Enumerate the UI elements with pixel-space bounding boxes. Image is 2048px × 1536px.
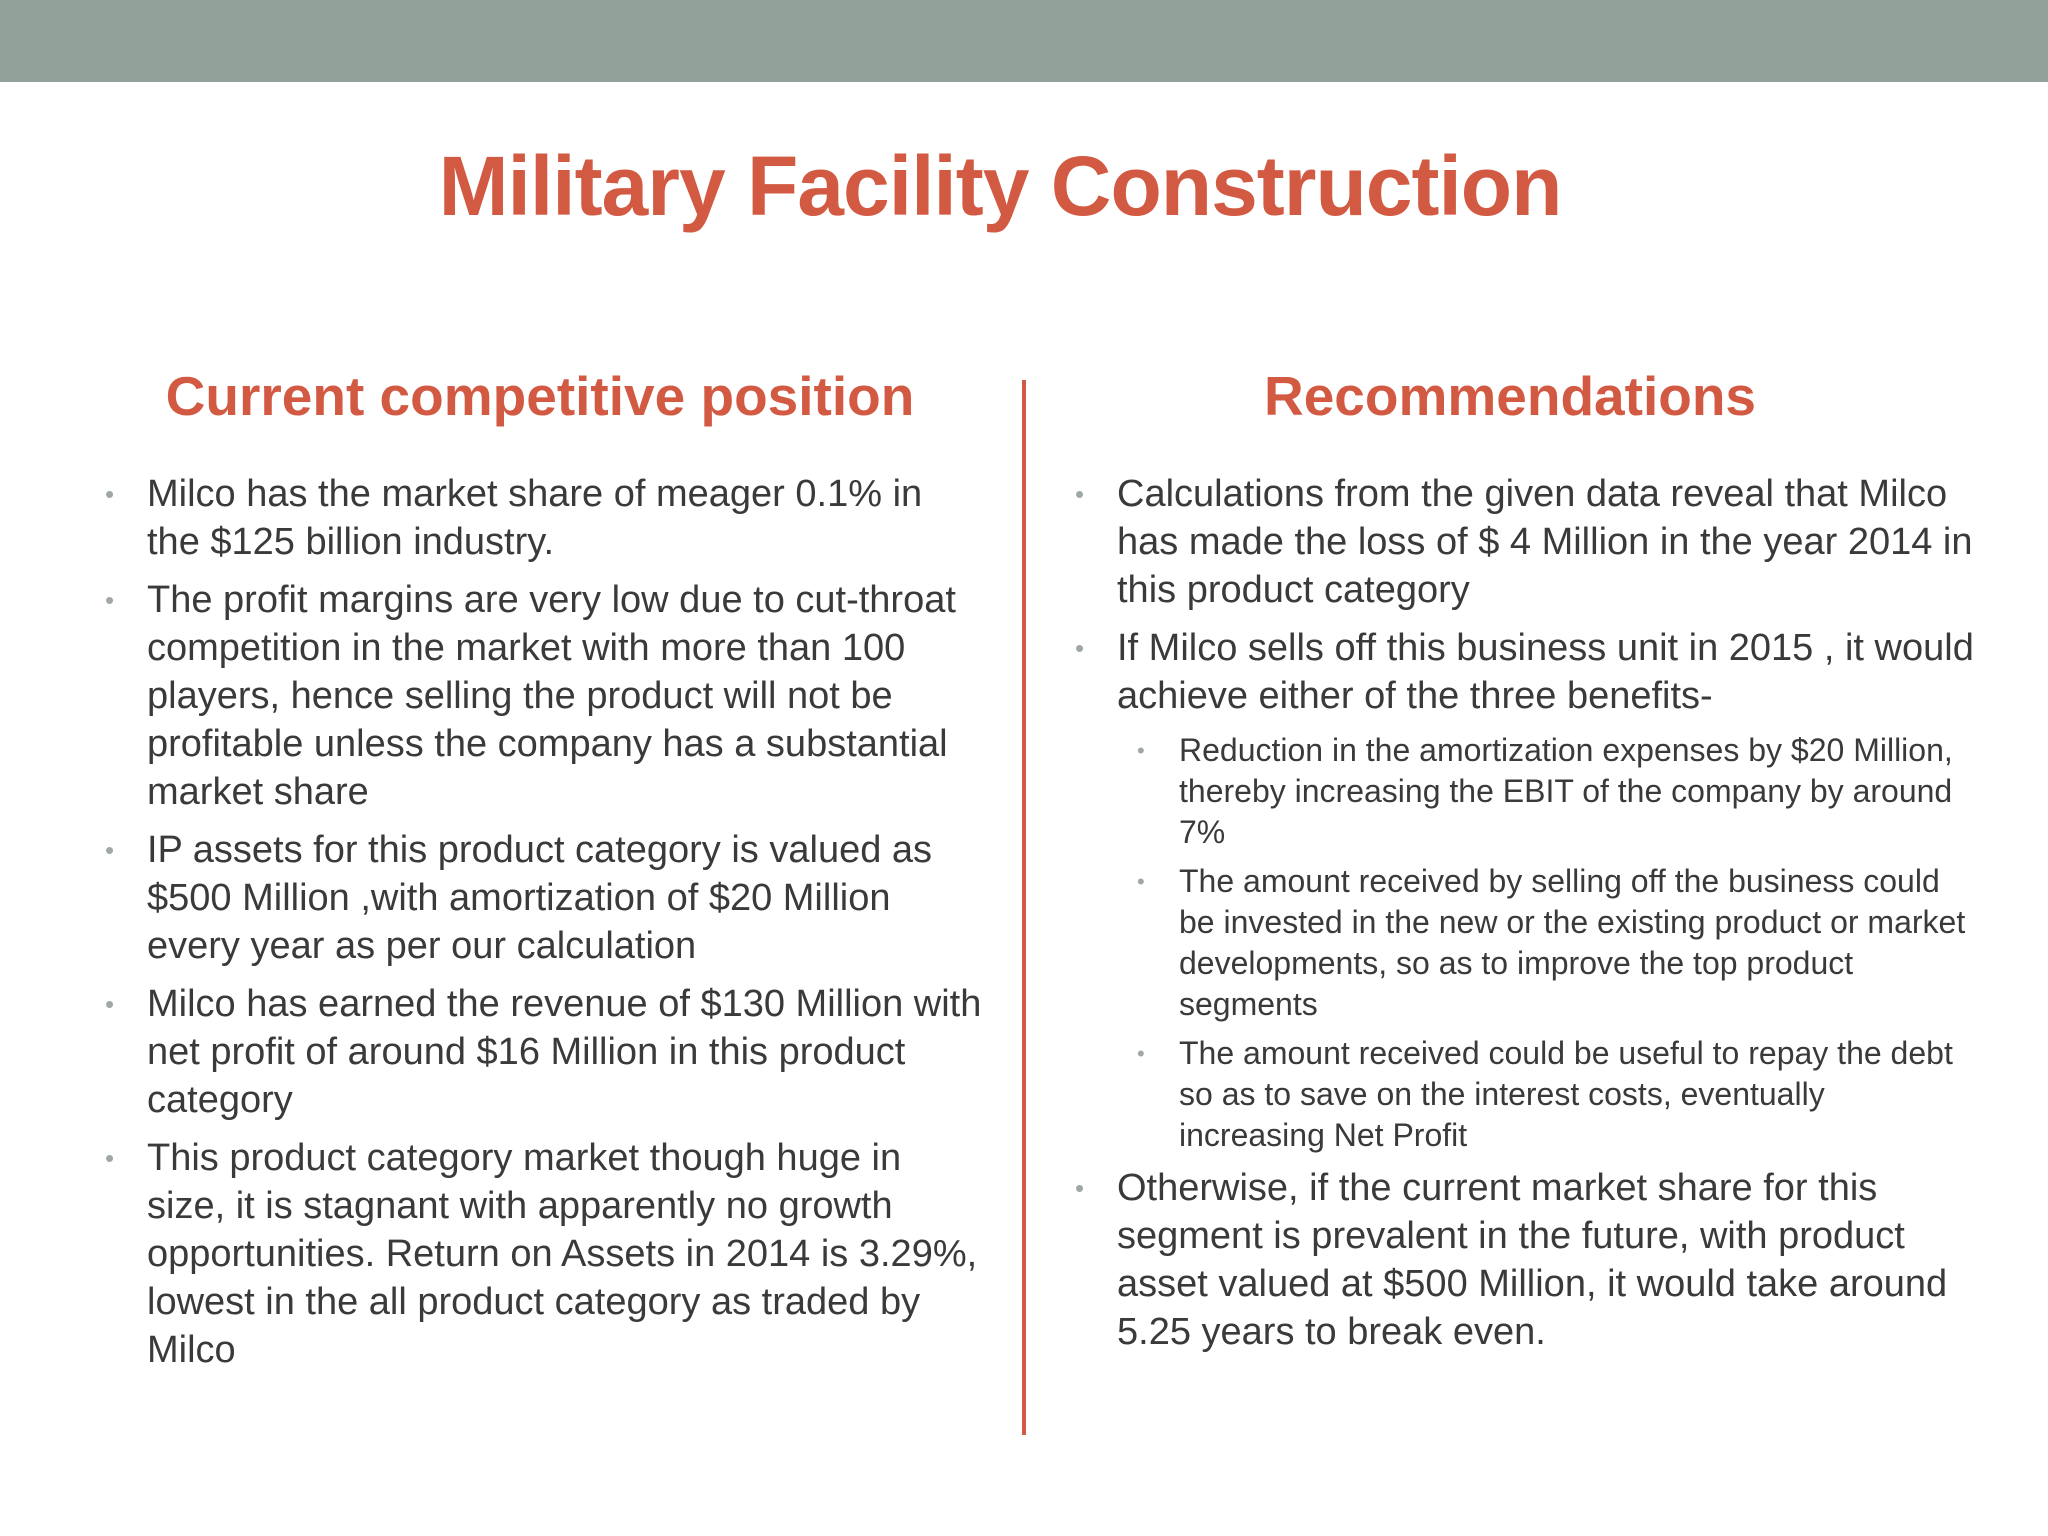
slide-title: Military Facility Construction: [438, 139, 1562, 233]
list-item: • Calculations from the given data reveal that Milco has made the loss of $ 4 Million in the year 2014 in this product category: [1075, 470, 1975, 614]
header-band: [0, 0, 2048, 82]
sub-list-item: • Reduction in the amortization expenses by $20 Million, thereby increasing the EBIT of the company by around 7%: [1075, 730, 1975, 853]
list-item: • Otherwise, if the current market share for this segment is prevalent in the future, with product asset valued at $500 Million, it would take around 5.25 years to break even.: [1075, 1164, 1975, 1356]
list-item: • If Milco sells off this business unit in 2015 , it would achieve either of the three benefits-: [1075, 624, 1975, 720]
sub-list-item: • The amount received by selling off the business could be invested in the new or the existing product or market developments, so as to improve the top product segments: [1075, 861, 1975, 1025]
right-bullet-list-continued: [1075, 1164, 1975, 1356]
benefits-sub-list: [1075, 730, 1975, 1156]
list-item: • This product category market though huge in size, it is stagnant with apparently no growth opportunities. Return on Assets in 2014 is 3.29%, lowest in the all product category as traded by Milco: [105, 1134, 985, 1374]
left-bullet-list: [105, 470, 985, 1374]
list-item: • Milco has earned the revenue of $130 Million with net profit of around $16 Million in this product category: [105, 980, 985, 1124]
right-column-heading: Recommendations: [1263, 365, 1757, 427]
right-bullet-list: [1075, 470, 1975, 720]
list-item: • IP assets for this product category is valued as $500 Million ,with amortization of $20 Million every year as per our calculation: [105, 826, 985, 970]
right-column: [1075, 470, 1975, 1366]
left-column: [105, 470, 985, 1384]
left-column-heading: Current competitive position: [165, 365, 915, 427]
sub-list-item: • The amount received could be useful to repay the debt so as to save on the interest costs, eventually increasing Net Profit: [1075, 1033, 1975, 1156]
column-divider: [1022, 380, 1026, 1435]
list-item: • The profit margins are very low due to cut-throat competition in the market with more than 100 players, hence selling the product will not be profitable unless the company has a substantial market share: [105, 576, 985, 816]
list-item: • Milco has the market share of meager 0.1% in the $125 billion industry.: [105, 470, 985, 566]
